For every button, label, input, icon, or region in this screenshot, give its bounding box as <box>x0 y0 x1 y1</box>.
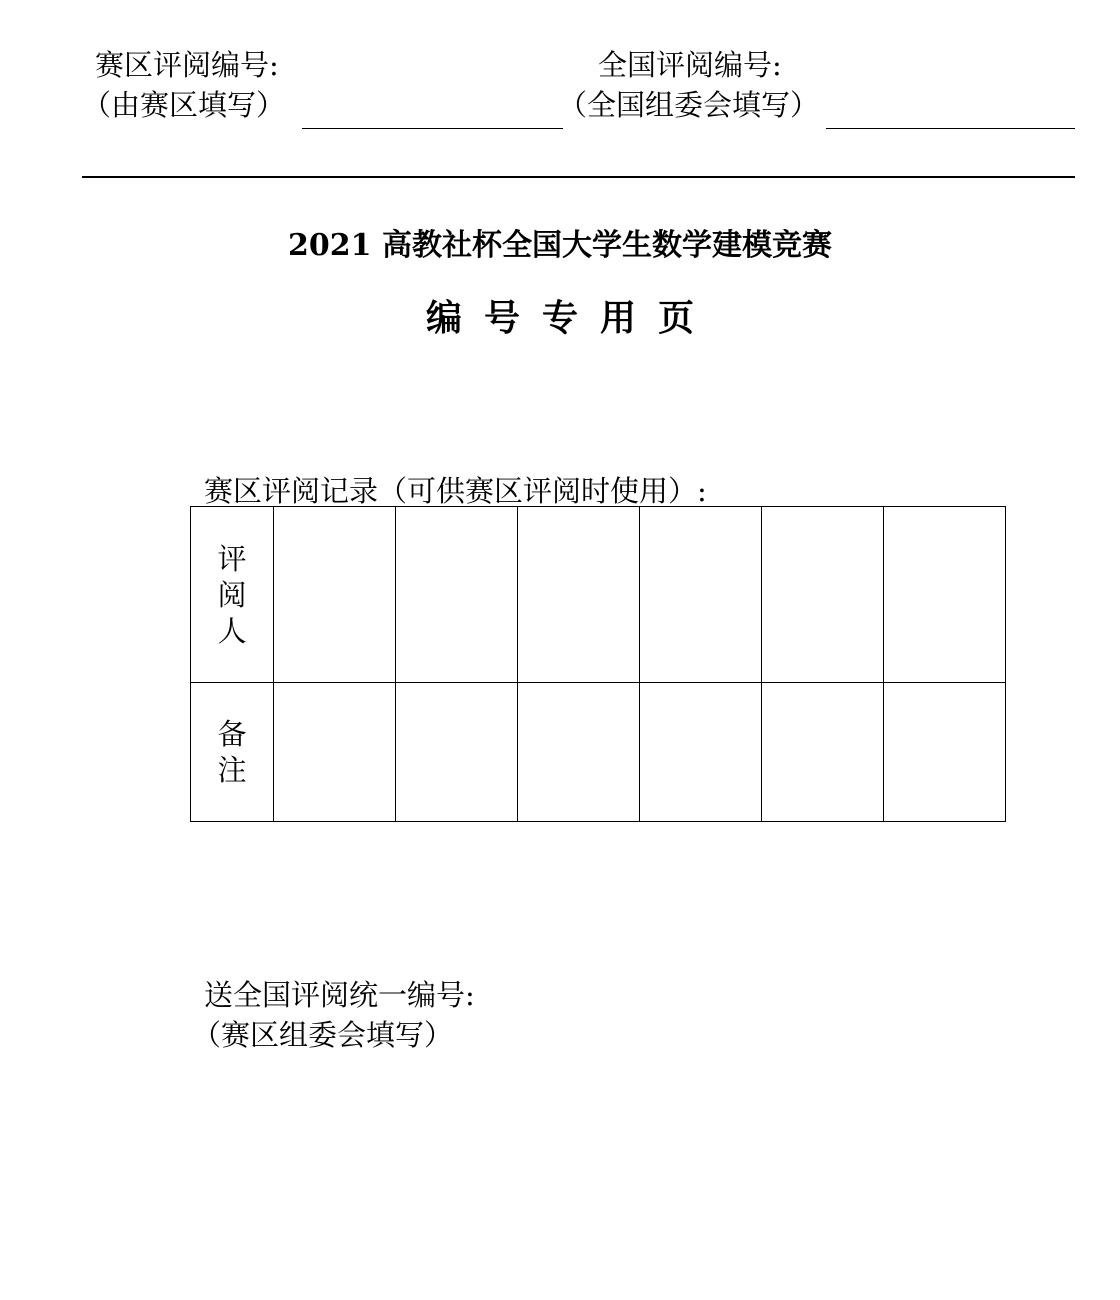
remarks-cell-2[interactable] <box>396 683 518 822</box>
page-subtitle: 编号专用页 <box>425 297 716 339</box>
remarks-label: 备注 <box>217 717 247 787</box>
review-record-caption: 赛区评阅记录（可供赛区评阅时使用）: <box>204 474 707 508</box>
remarks-cell-4[interactable] <box>640 683 762 822</box>
remarks-cell-1[interactable] <box>274 683 396 822</box>
remarks-label-cell <box>191 683 274 822</box>
send-number-note: （赛区组委会填写） <box>192 1018 454 1052</box>
reviewer-label-cell <box>191 507 274 683</box>
region-number-label: 赛区评阅编号: <box>95 48 279 82</box>
reviewer-cell-5[interactable] <box>762 507 884 683</box>
national-number-note: （全国组委会填写） <box>558 88 820 122</box>
national-number-label: 全国评阅编号: <box>598 48 782 82</box>
region-number-note: （由赛区填写） <box>82 88 286 122</box>
reviewer-cell-1[interactable] <box>274 507 396 683</box>
region-number-blank[interactable] <box>302 128 563 129</box>
remarks-cell-6[interactable] <box>884 683 1006 822</box>
table-row-reviewer <box>191 507 1006 683</box>
review-record-table <box>190 506 1006 822</box>
remarks-cell-3[interactable] <box>518 683 640 822</box>
reviewer-cell-6[interactable] <box>884 507 1006 683</box>
reviewer-cell-4[interactable] <box>640 507 762 683</box>
page-title: 2021 高教社杯全国大学生数学建模竞赛 <box>288 228 832 263</box>
reviewer-cell-3[interactable] <box>518 507 640 683</box>
reviewer-label: 评阅人 <box>217 541 247 648</box>
reviewer-cell-2[interactable] <box>396 507 518 683</box>
national-number-blank[interactable] <box>826 128 1075 129</box>
header-divider <box>82 176 1075 178</box>
send-number-label: 送全国评阅统一编号: <box>204 978 475 1012</box>
table-row-remarks <box>191 683 1006 822</box>
remarks-cell-5[interactable] <box>762 683 884 822</box>
